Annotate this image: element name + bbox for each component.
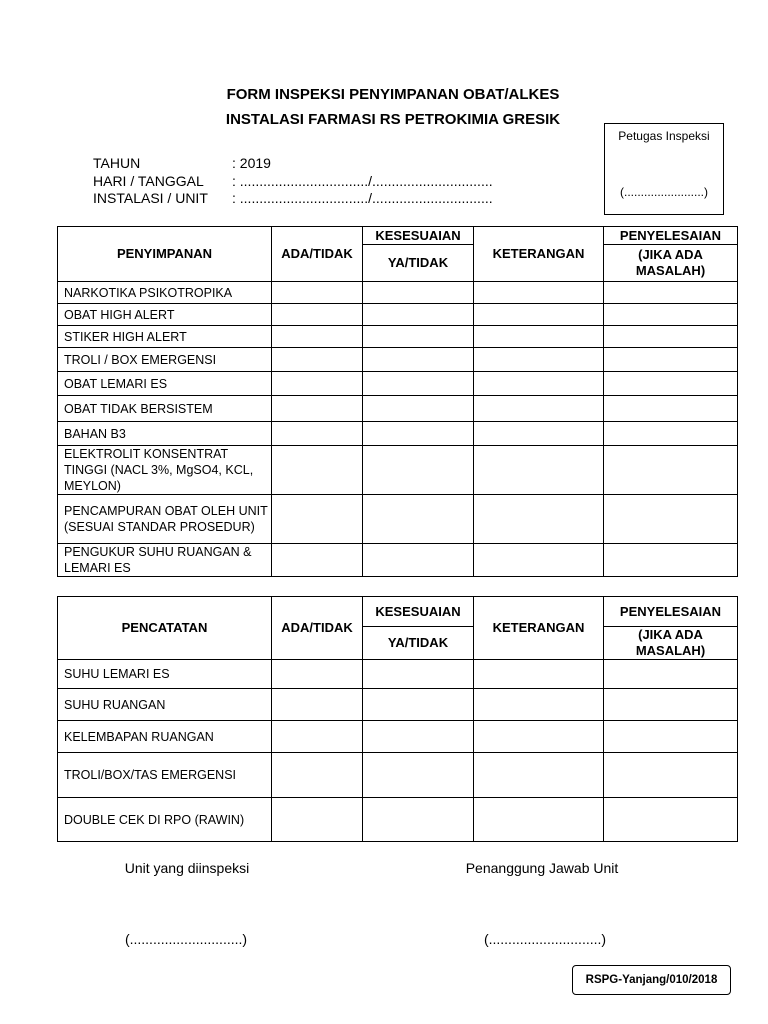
row-label: NARKOTIKA PSIKOTROPIKA (58, 282, 272, 304)
row-label: PENGUKUR SUHU RUANGAN & LEMARI ES (58, 544, 272, 577)
header-kesesuaian: KESESUAIAN (363, 597, 474, 627)
ada-tidak-cell[interactable] (272, 753, 363, 798)
ada-tidak-cell[interactable] (272, 798, 363, 842)
petugas-inspeksi-box (604, 123, 724, 215)
table-row (58, 721, 738, 753)
hari-tanggal-label: HARI / TANGGAL (93, 173, 204, 189)
ya-tidak-cell[interactable] (363, 326, 474, 348)
tahun-value: : 2019 (232, 155, 271, 171)
ya-tidak-cell[interactable] (363, 544, 474, 577)
ada-tidak-cell[interactable] (272, 348, 363, 372)
row-label: PENCAMPURAN OBAT OLEH UNIT (SESUAI STANDAR PROSEDUR) (58, 495, 272, 544)
header-ada-tidak: ADA/TIDAK (272, 227, 363, 282)
penyelesaian-cell[interactable] (604, 544, 738, 577)
table-row (58, 544, 738, 577)
ada-tidak-cell[interactable] (272, 446, 363, 495)
keterangan-cell[interactable] (474, 304, 604, 326)
penyelesaian-cell[interactable] (604, 348, 738, 372)
keterangan-cell[interactable] (474, 753, 604, 798)
keterangan-cell[interactable] (474, 282, 604, 304)
ya-tidak-cell[interactable] (363, 304, 474, 326)
table-row (58, 282, 738, 304)
row-label: BAHAN B3 (58, 422, 272, 446)
table-row (58, 689, 738, 721)
ada-tidak-cell[interactable] (272, 689, 363, 721)
ya-tidak-cell[interactable] (363, 422, 474, 446)
ada-tidak-cell[interactable] (272, 282, 363, 304)
header-kesesuaian: KESESUAIAN (363, 227, 474, 245)
keterangan-cell[interactable] (474, 660, 604, 689)
header-keterangan: KETERANGAN (474, 227, 604, 282)
ada-tidak-cell[interactable] (272, 304, 363, 326)
header-penyimpanan: PENYIMPANAN (58, 227, 272, 282)
ada-tidak-cell[interactable] (272, 396, 363, 422)
penyelesaian-cell[interactable] (604, 753, 738, 798)
penyelesaian-cell[interactable] (604, 721, 738, 753)
ya-tidak-cell[interactable] (363, 446, 474, 495)
ada-tidak-cell[interactable] (272, 495, 363, 544)
ya-tidak-cell[interactable] (363, 372, 474, 396)
table-row (58, 446, 738, 495)
row-label: KELEMBAPAN RUANGAN (58, 721, 272, 753)
header-jika-ada-masalah: (JIKA ADA MASALAH) (604, 245, 738, 282)
table-row (58, 396, 738, 422)
table-row (58, 495, 738, 544)
form-title: FORM INSPEKSI PENYIMPANAN OBAT/ALKES (226, 86, 560, 103)
ya-tidak-cell[interactable] (363, 348, 474, 372)
tahun-label: TAHUN (93, 155, 141, 171)
header-ya-tidak: YA/TIDAK (363, 627, 474, 660)
keterangan-cell[interactable] (474, 422, 604, 446)
penyelesaian-cell[interactable] (604, 446, 738, 495)
row-label: ELEKTROLIT KONSENTRAT TINGGI (NACL 3%, MgSO4, KCL, MEYLON) (58, 446, 272, 495)
ada-tidak-cell[interactable] (272, 372, 363, 396)
unit-diinspeksi-label: Unit yang diinspeksi (124, 860, 250, 876)
header-keterangan: KETERANGAN (474, 597, 604, 660)
hari-tanggal-field[interactable]: : ................................./............................... (232, 173, 493, 189)
row-label: DOUBLE CEK DI RPO (RAWIN) (58, 798, 272, 842)
penyelesaian-cell[interactable] (604, 660, 738, 689)
ada-tidak-cell[interactable] (272, 721, 363, 753)
penyelesaian-cell[interactable] (604, 422, 738, 446)
ya-tidak-cell[interactable] (363, 282, 474, 304)
header-pencatatan: PENCATATAN (58, 597, 272, 660)
penanggung-jawab-signature: (.............................) (483, 931, 607, 947)
ya-tidak-cell[interactable] (363, 721, 474, 753)
table-row (58, 422, 738, 446)
ada-tidak-cell[interactable] (272, 422, 363, 446)
header-ya-tidak: YA/TIDAK (363, 245, 474, 282)
ya-tidak-cell[interactable] (363, 660, 474, 689)
keterangan-cell[interactable] (474, 372, 604, 396)
header-penyelesaian: PENYELESAIAN (604, 227, 738, 245)
penyelesaian-cell[interactable] (604, 798, 738, 842)
petugas-signature-line: (........................) (619, 185, 708, 199)
petugas-inspeksi-label: Petugas Inspeksi (618, 129, 710, 143)
keterangan-cell[interactable] (474, 721, 604, 753)
ya-tidak-cell[interactable] (363, 798, 474, 842)
row-label: TROLI / BOX EMERGENSI (58, 348, 272, 372)
ya-tidak-cell[interactable] (363, 689, 474, 721)
keterangan-cell[interactable] (474, 326, 604, 348)
penyelesaian-cell[interactable] (604, 372, 738, 396)
keterangan-cell[interactable] (474, 396, 604, 422)
penyelesaian-cell[interactable] (604, 304, 738, 326)
row-label: STIKER HIGH ALERT (58, 326, 272, 348)
penyelesaian-cell[interactable] (604, 282, 738, 304)
penyelesaian-cell[interactable] (604, 495, 738, 544)
row-label: OBAT TIDAK BERSISTEM (58, 396, 272, 422)
keterangan-cell[interactable] (474, 798, 604, 842)
penyelesaian-cell[interactable] (604, 396, 738, 422)
table-row (58, 753, 738, 798)
table-row (58, 304, 738, 326)
row-label: SUHU RUANGAN (58, 689, 272, 721)
table-row (58, 660, 738, 689)
table-row (58, 326, 738, 348)
penyimpanan-table (57, 226, 738, 577)
penanggung-jawab-label: Penanggung Jawab Unit (465, 860, 619, 876)
table-row (58, 372, 738, 396)
row-label: SUHU LEMARI ES (58, 660, 272, 689)
unit-diinspeksi-signature: (.............................) (124, 931, 248, 947)
keterangan-cell[interactable] (474, 544, 604, 577)
keterangan-cell[interactable] (474, 495, 604, 544)
header-penyelesaian: PENYELESAIAN (604, 597, 738, 627)
instalasi-unit-label: INSTALASI / UNIT (93, 190, 208, 206)
ada-tidak-cell[interactable] (272, 544, 363, 577)
ada-tidak-cell[interactable] (272, 660, 363, 689)
ya-tidak-cell[interactable] (363, 495, 474, 544)
keterangan-cell[interactable] (474, 689, 604, 721)
keterangan-cell[interactable] (474, 348, 604, 372)
instalasi-unit-field[interactable]: : ................................./............................... (232, 190, 493, 206)
row-label: OBAT HIGH ALERT (58, 304, 272, 326)
form-subtitle: INSTALASI FARMASI RS PETROKIMIA GRESIK (225, 111, 561, 128)
penyelesaian-cell[interactable] (604, 326, 738, 348)
table-row (58, 798, 738, 842)
row-label: OBAT LEMARI ES (58, 372, 272, 396)
ada-tidak-cell[interactable] (272, 326, 363, 348)
penyelesaian-cell[interactable] (604, 689, 738, 721)
header-ada-tidak: ADA/TIDAK (272, 597, 363, 660)
pencatatan-table (57, 596, 738, 842)
document-code-badge: RSPG-Yanjang/010/2018 (572, 965, 731, 995)
header-jika-ada-masalah: (JIKA ADA MASALAH) (604, 627, 738, 660)
keterangan-cell[interactable] (474, 446, 604, 495)
ya-tidak-cell[interactable] (363, 753, 474, 798)
table-row (58, 348, 738, 372)
row-label: TROLI/BOX/TAS EMERGENSI (58, 753, 272, 798)
ya-tidak-cell[interactable] (363, 396, 474, 422)
